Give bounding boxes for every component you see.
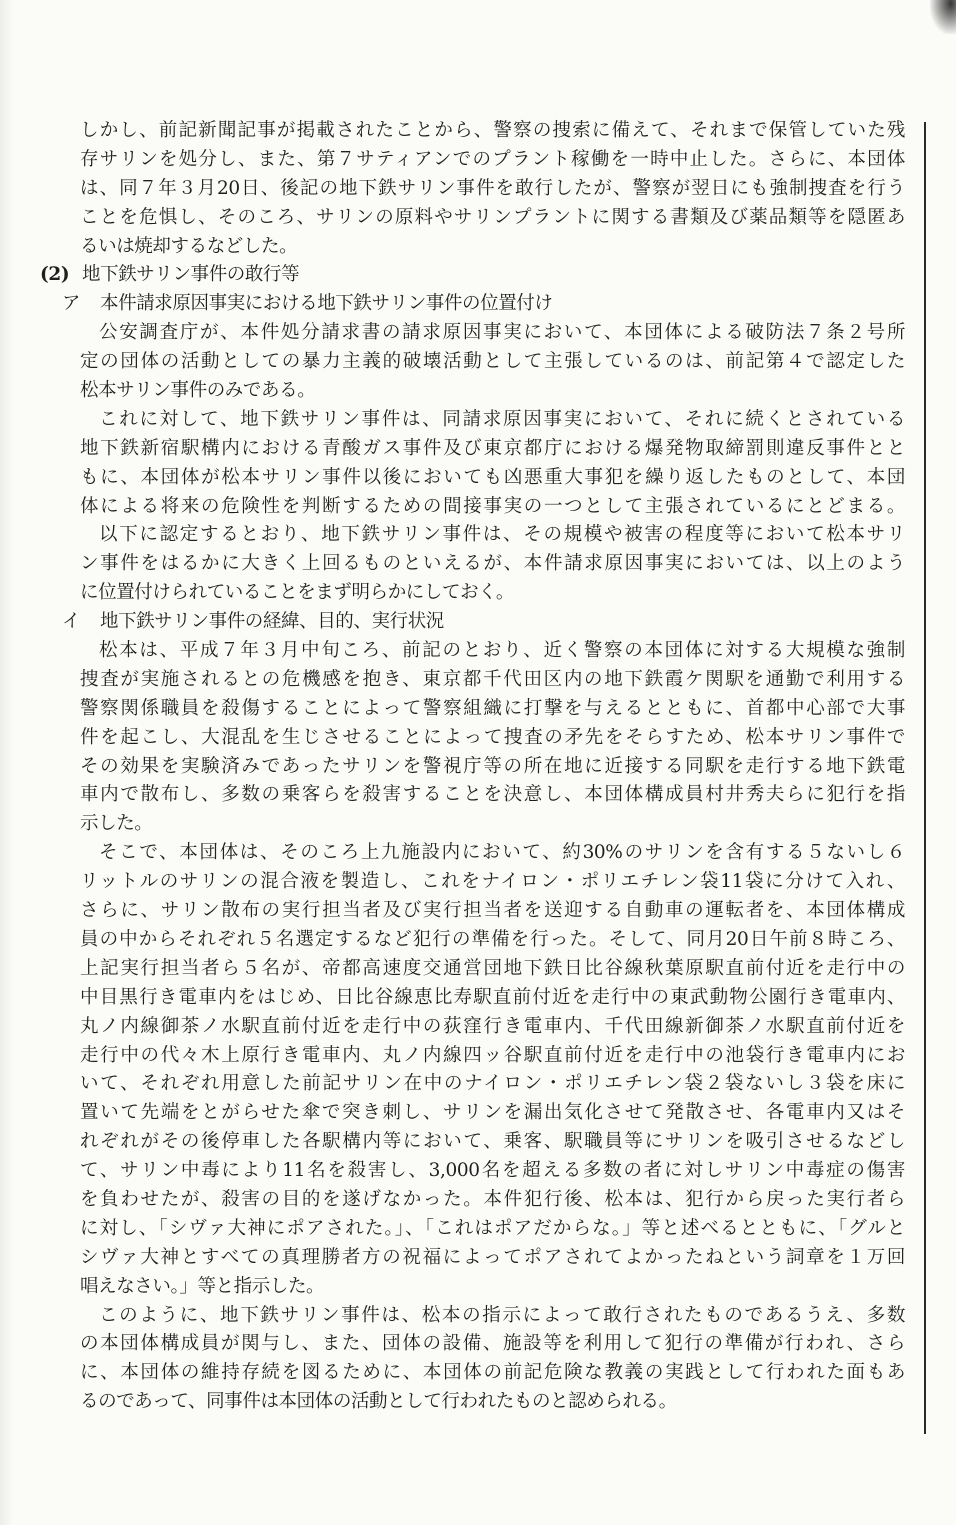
text-line: 松本は、平成７年３月中旬ころ、前記のとおり、近く警察の本団体に対する大規模な強制 bbox=[99, 640, 905, 662]
section-number: (2) bbox=[40, 264, 70, 286]
scan-corner-shadow bbox=[930, 0, 956, 34]
section-heading bbox=[40, 261, 905, 290]
text-line: 存サリンを処分し、また、第７サティアンでのプラント稼働を一時中止した。さらに、本団体 bbox=[80, 148, 905, 170]
text-line: 走行中の代々木上原行き電車内、丸ノ内線四ッ谷駅直前付近を走行中の池袋行き電車内にお bbox=[80, 1044, 905, 1066]
text-line: 捜査が実施されるとの危機感を抱き、東京都千代田区内の地下鉄霞ケ関駅を通勤で利用する bbox=[80, 668, 905, 690]
text-line: れぞれがその後停車した各駅構内等において、乗客、駅職員等にサリンを吸引させるなどし bbox=[80, 1131, 905, 1153]
text-line: その効果を実験済みであったサリンを警視庁等の所在地に近接する同駅を走行する地下鉄電 bbox=[80, 755, 905, 777]
text-line: これに対して、地下鉄サリン事件は、同請求原因事実において、それに続くとされている bbox=[99, 408, 905, 430]
text-line: ことを危惧し、そのころ、サリンの原料やサリンプラントに関する書類及び薬品類等を隠匿あ bbox=[80, 206, 905, 228]
text-line: に対し、「シヴァ大神にポアされた。」、「これはポアだからな。」等と述べるとともに、「グルと bbox=[80, 1217, 905, 1239]
page-edge-rule bbox=[924, 122, 926, 1434]
text-line: に、本団体の維持存続を図るために、本団体の前記危険な教義の実践として行われた面もあ bbox=[80, 1362, 905, 1384]
text-line: 中目黒行き電車内をはじめ、日比谷線恵比寿駅直前付近を走行中の東武動物公園行き電車内、 bbox=[80, 986, 905, 1008]
text-line: 置いて先端をとがらせた傘で突き刺し、サリンを漏出気化させて発散させ、各電車内又はそ bbox=[80, 1102, 905, 1124]
text-line: いて、それぞれ用意した前記サリン在中のナイロン・ポリエチレン袋２袋ないし３袋を床に bbox=[80, 1073, 905, 1095]
subsection-heading bbox=[62, 608, 905, 637]
text-line: このように、地下鉄サリン事件は、松本の指示によって敢行されたものであるうえ、多数 bbox=[99, 1304, 905, 1326]
text-line: 車内で散布し、多数の乗客らを殺害することを決意し、本団体構成員村井秀夫らに犯行を指 bbox=[80, 784, 905, 806]
text-line: さらに、サリン散布の実行担当者及び実行担当者を送迎する自動車の運転者を、本団体構成 bbox=[80, 900, 905, 922]
text-line: るのであって、同事件は本団体の活動として行われたものと認められる。 bbox=[80, 1391, 677, 1413]
paragraph bbox=[80, 117, 905, 261]
text-line: しかし、前記新聞記事が掲載されたことから、警察の捜索に備えて、それまで保管していた残 bbox=[80, 120, 905, 141]
text-line: リットルのサリンの混合液を製造し、これをナイロン・ポリエチレン袋11袋に分けて入れ、 bbox=[80, 871, 905, 893]
text-line: 以下に認定するとおり、地下鉄サリン事件は、その規模や被害の程度等において松本サリ bbox=[99, 524, 905, 546]
text-line: 地下鉄新宿駅構内における青酸ガス事件及び東京都庁における爆発物取締罰則違反事件とと bbox=[80, 437, 905, 459]
text-line: 上記実行担当者ら５名が、帝都高速度交通営団地下鉄日比谷線秋葉原駅直前付近を走行中の bbox=[80, 957, 905, 979]
text-line: 警察関係職員を殺傷することによって警察組織に打撃を与えるとともに、首都中心部で大事 bbox=[80, 697, 905, 719]
text-line: 唱えなさい。」等と指示した。 bbox=[80, 1275, 325, 1297]
text-line: るいは焼却するなどした。 bbox=[80, 235, 298, 257]
text-line: 丸ノ内線御茶ノ水駅直前付近を走行中の荻窪行き電車内、千代田線新御茶ノ水駅直前付近を bbox=[80, 1015, 905, 1037]
text-line: 員の中からそれぞれ５名選定するなど犯行の準備を行った。そして、同月20日午前８時ころ、 bbox=[80, 928, 905, 950]
text-line: に位置付けられていることをまず明らかにしておく。 bbox=[80, 582, 515, 604]
text-line: 定の団体の活動としての暴力主義的破壊活動として主張しているのは、前記第４で認定した bbox=[80, 351, 905, 373]
text-line: 件を起こし、大混乱を生じさせることによって捜査の矛先をそらすため、松本サリン事件で bbox=[80, 726, 905, 748]
paragraph bbox=[80, 637, 905, 839]
text-line: を負わせたが、殺害の目的を遂げなかった。本件犯行後、松本は、犯行から戻った実行者ら bbox=[80, 1188, 905, 1210]
text-line: の本団体構成員が関与し、また、団体の設備、施設等を利用して犯行の準備が行われ、さら bbox=[80, 1333, 905, 1355]
paragraph bbox=[80, 521, 905, 608]
text-line: 公安調査庁が、本件処分請求書の請求原因事実において、本団体による破防法７条２号所 bbox=[99, 322, 905, 344]
paragraph bbox=[80, 406, 905, 522]
text-line: は、同７年３月20日、後記の地下鉄サリン事件を敢行したが、警察が翌日にも強制捜査を行う bbox=[80, 177, 905, 199]
subsection-title: 本件請求原因事実における地下鉄サリン事件の位置付け bbox=[100, 293, 553, 315]
text-line: 松本サリン事件のみである。 bbox=[80, 380, 316, 402]
subsection-heading bbox=[62, 290, 905, 319]
text-line: そこで、本団体は、そのころ上九施設内において、約30%のサリンを含有する５ないし６ bbox=[99, 842, 905, 864]
subsection-title: 地下鉄サリン事件の経緯、目的、実行状況 bbox=[100, 611, 444, 633]
text-line: ン事件をはるかに大きく上回るものといえるが、本件請求原因事実においては、以上のよう bbox=[80, 553, 905, 575]
section-title: 地下鉄サリン事件の敢行等 bbox=[82, 264, 300, 286]
text-line: 示した。 bbox=[80, 813, 153, 835]
text-line: シヴァ大神とすべての真理勝者方の祝福によってポアされてよかったねという詞章を１万回 bbox=[80, 1246, 905, 1268]
text-line: て、サリン中毒により11名を殺害し、3,000名を超える多数の者に対しサリン中毒症の傷害 bbox=[80, 1160, 905, 1182]
paragraph bbox=[80, 839, 905, 1301]
text-line: 体による将来の危険性を判断するための間接事実の一つとして主張されているにとどまる。 bbox=[80, 495, 905, 517]
paragraph bbox=[80, 319, 905, 406]
text-line: もに、本団体が松本サリン事件以後においても凶悪重大事犯を繰り返したものとして、本団 bbox=[80, 466, 905, 488]
subsection-marker: ア bbox=[62, 293, 81, 315]
paragraph bbox=[80, 1302, 905, 1418]
document-body bbox=[40, 117, 905, 1417]
subsection-marker: イ bbox=[62, 611, 81, 633]
